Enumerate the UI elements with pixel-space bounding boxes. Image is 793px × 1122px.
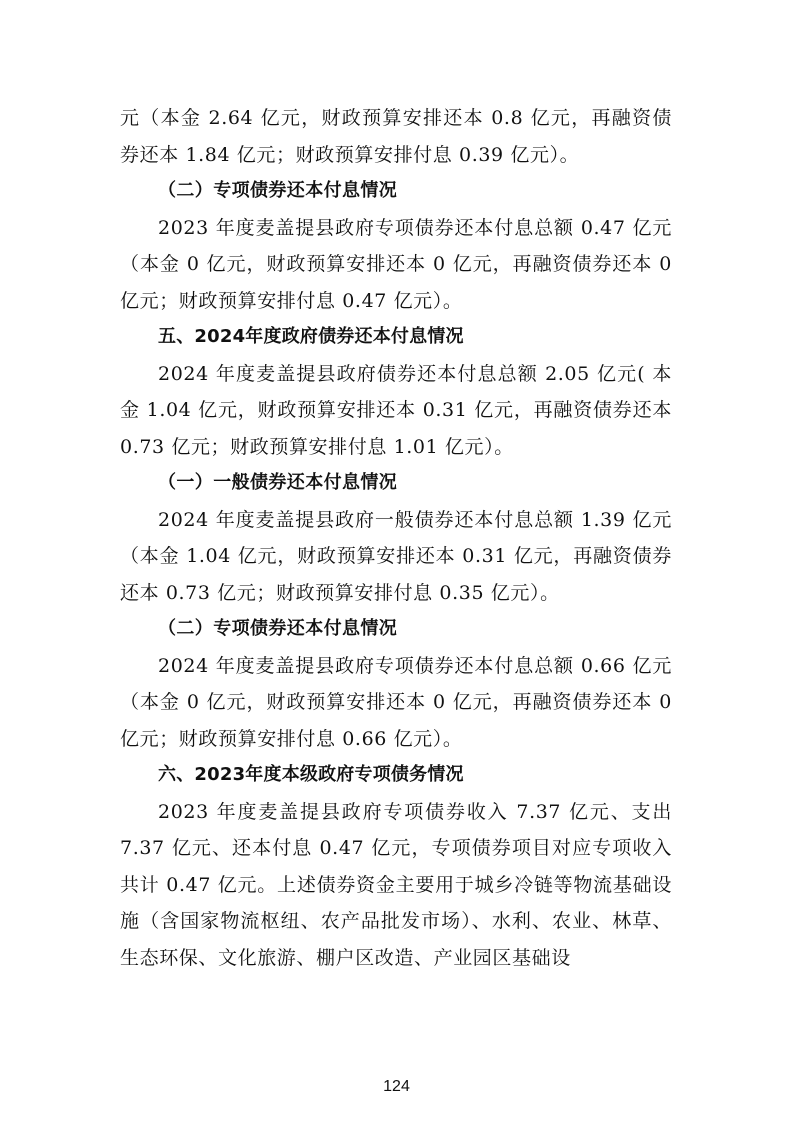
paragraph-debt-2024-total: 2024 年度麦盖提县政府债券还本付息总额 2.05 亿元( 本金 1.04 亿元，财政预算安排还本 0.31 亿元，再融资债券还本 0.73 亿元；财政预算安排付息 1.01 亿元）。 (120, 362, 672, 458)
document-page (120, 100, 672, 976)
heading-general-bond-2024: （一）一般债券还本付息情况 (158, 472, 398, 493)
heading-section-6: 六、2023年度本级政府专项债务情况 (158, 764, 464, 785)
paragraph-special-debt-2023: 2023 年度麦盖提县政府专项债券收入 7.37 亿元、支出 7.37 亿元、还本付息 0.47 亿元，专项债券项目对应专项收入共计 0.47 亿元。上述债券资金主要用于城乡冷链等物流基础设施（含国家物流枢纽、农产品批发市场）、水利、农业、林草、生态环保、文化旅游、棚户区改造、产业园区基础设 (120, 800, 672, 969)
paragraph-general-bond-2024: 2024 年度麦盖提县政府一般债券还本付息总额 1.39 亿元（本金 1.04 亿元，财政预算安排还本 0.31 亿元，再融资债券还本 0.73 亿元；财政预算安排付息 0.35 亿元）。 (120, 508, 672, 604)
heading-special-bond-2024: （二）专项债券还本付息情况 (158, 618, 398, 639)
paragraph-debt-2023-general-tail: 元（本金 2.64 亿元，财政预算安排还本 0.8 亿元，再融资债券还本 1.84 亿元；财政预算安排付息 0.39 亿元）。 (120, 107, 672, 166)
paragraph-special-bond-2024: 2024 年度麦盖提县政府专项债券还本付息总额 0.66 亿元（本金 0 亿元，财政预算安排还本 0 亿元，再融资债券还本 0 亿元；财政预算安排付息 0.66 亿元）。 (120, 654, 672, 750)
page-number: 124 (383, 1078, 410, 1095)
heading-special-bond-2023: （二）专项债券还本付息情况 (158, 180, 398, 201)
paragraph-special-bond-2023: 2023 年度麦盖提县政府专项债券还本付息总额 0.47 亿元（本金 0 亿元，财政预算安排还本 0 亿元，再融资债券还本 0 亿元；财政预算安排付息 0.47 亿元）。 (120, 216, 672, 312)
heading-section-5: 五、2024年度政府债券还本付息情况 (158, 326, 464, 347)
